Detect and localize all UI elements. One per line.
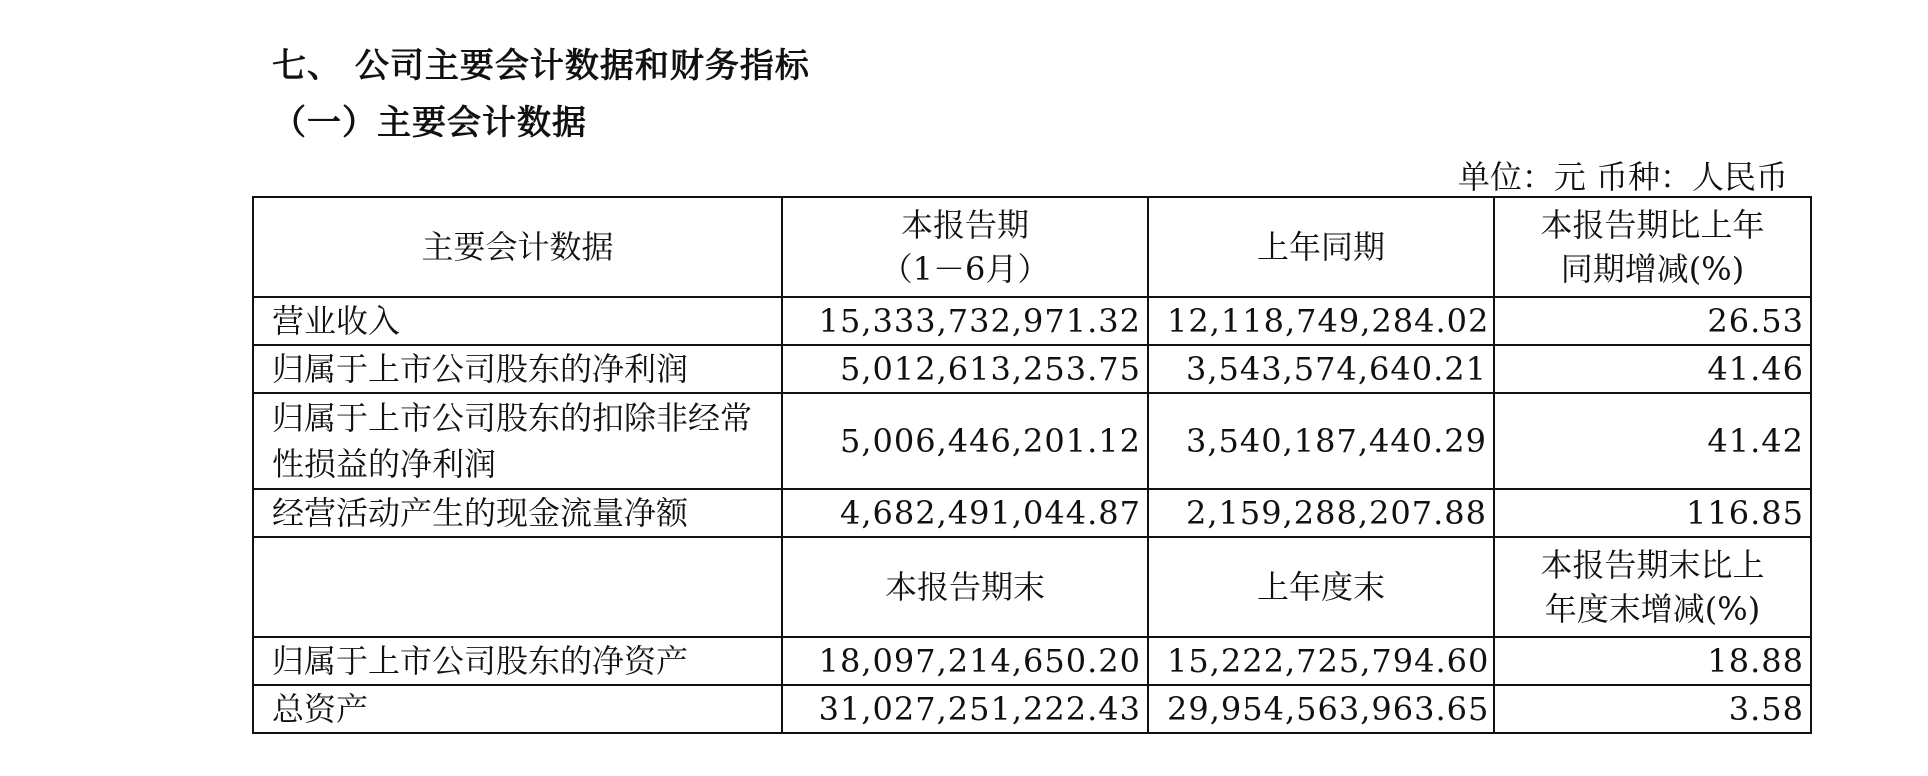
subheader-period-end: 本报告期末: [782, 537, 1148, 637]
previous-value: 2,159,288,207.88: [1148, 489, 1494, 537]
section-heading: 七、 公司主要会计数据和财务指标: [272, 46, 810, 86]
row-label: 营业收入: [253, 297, 782, 345]
previous-value: 15,222,725,794.60: [1148, 637, 1494, 685]
change-value: 26.53: [1494, 297, 1811, 345]
table-row: [253, 345, 1811, 393]
change-value: 18.88: [1494, 637, 1811, 685]
table-row: [253, 685, 1811, 733]
header-same-period-last-year: 上年同期: [1148, 197, 1494, 297]
change-value: 3.58: [1494, 685, 1811, 733]
subheader-change-percent: 本报告期末比上 年度末增减(%): [1494, 537, 1811, 637]
table-row: [253, 297, 1811, 345]
header-change-percent: 本报告期比上年 同期增减(%): [1494, 197, 1811, 297]
header-accounting-data: 主要会计数据: [253, 197, 782, 297]
previous-value: 29,954,563,963.65: [1148, 685, 1494, 733]
change-value: 41.46: [1494, 345, 1811, 393]
row-label: 归属于上市公司股东的净资产: [253, 637, 782, 685]
table-row: [253, 393, 1811, 489]
current-value: 5,012,613,253.75: [782, 345, 1148, 393]
current-value: 31,027,251,222.43: [782, 685, 1148, 733]
table-row: [253, 489, 1811, 537]
subheader-empty: [253, 537, 782, 637]
table-subheader-row: [253, 537, 1811, 637]
previous-value: 12,118,749,284.02: [1148, 297, 1494, 345]
table-header-row: [253, 197, 1811, 297]
unit-currency-note: 单位：元 币种：人民币: [1457, 158, 1788, 196]
current-value: 15,333,732,971.32: [782, 297, 1148, 345]
change-value: 41.42: [1494, 393, 1811, 489]
row-label: 归属于上市公司股东的扣除非经常性损益的净利润: [253, 393, 782, 489]
change-value: 116.85: [1494, 489, 1811, 537]
row-label: 总资产: [253, 685, 782, 733]
previous-value: 3,540,187,440.29: [1148, 393, 1494, 489]
row-label: 归属于上市公司股东的净利润: [253, 345, 782, 393]
current-value: 4,682,491,044.87: [782, 489, 1148, 537]
subsection-heading: （一）主要会计数据: [272, 103, 587, 143]
table-row: [253, 637, 1811, 685]
current-value: 5,006,446,201.12: [782, 393, 1148, 489]
previous-value: 3,543,574,640.21: [1148, 345, 1494, 393]
subheader-last-year-end: 上年度末: [1148, 537, 1494, 637]
accounting-data-table: [252, 196, 1812, 734]
row-label: 经营活动产生的现金流量净额: [253, 489, 782, 537]
current-value: 18,097,214,650.20: [782, 637, 1148, 685]
header-current-period: 本报告期 （1－6月）: [782, 197, 1148, 297]
